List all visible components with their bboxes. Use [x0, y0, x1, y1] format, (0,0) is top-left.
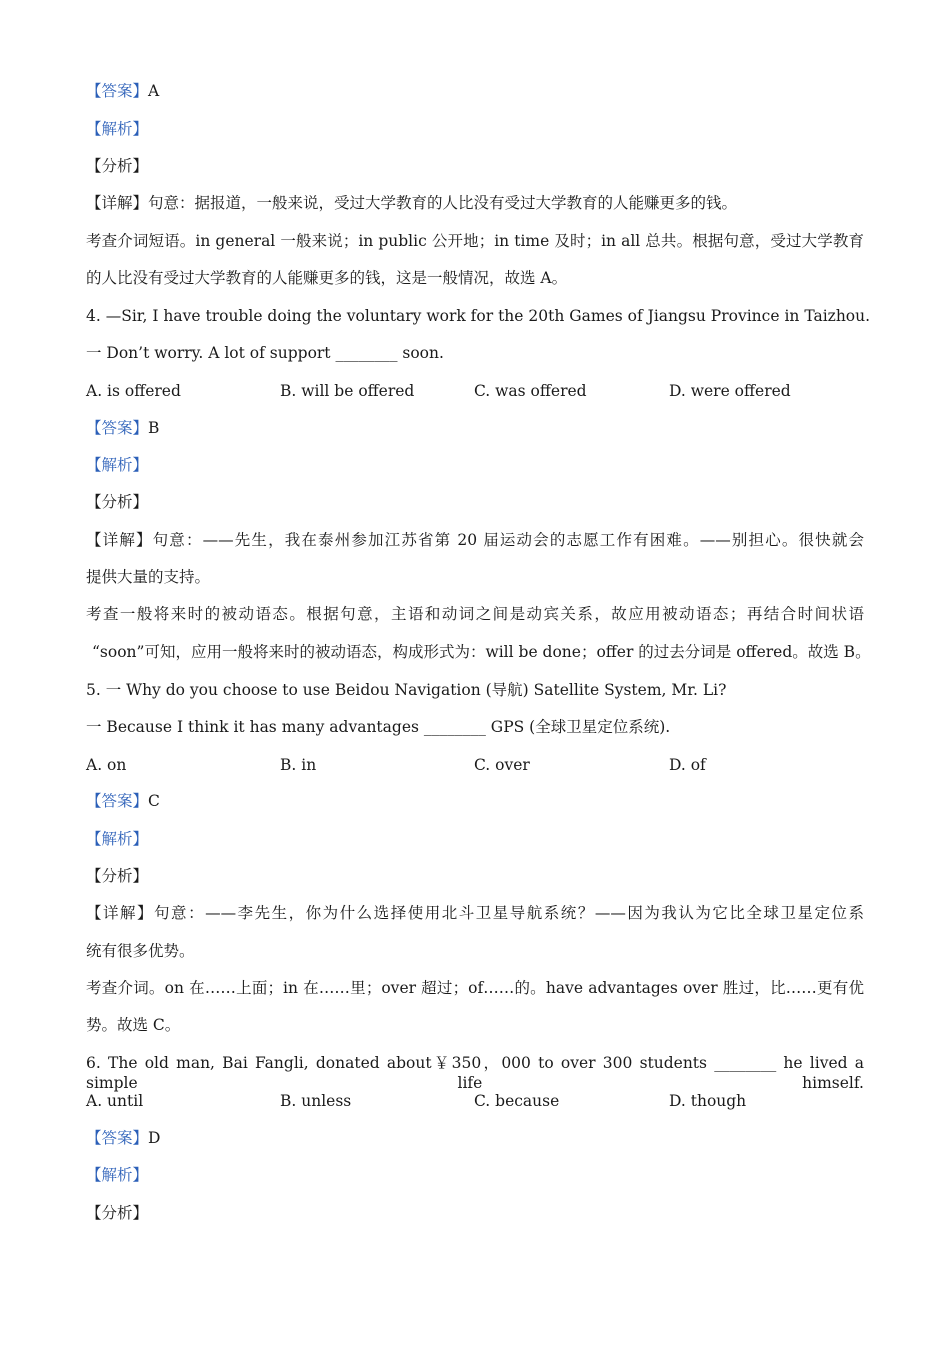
analysis-tag: 【解析】 [86, 830, 149, 848]
option-c: C. was offered [474, 382, 587, 400]
explain-line: 的人比没有受过大学教育的人能赚更多的钱，这是一般情况，故选 A。 [86, 269, 568, 287]
question-4-text: 4. —Sir, I have trouble doing the voluntary work for the 20th Games of Jiangsu Province in Taizhou. [86, 307, 871, 325]
answer-value: C [148, 792, 160, 810]
option-d: D. of [669, 756, 706, 774]
explain-line: “soon”可知，应用一般将来时的被动语态，构成形式为：will be done；offer 的过去分词是 offered。故选 B。 [92, 643, 871, 661]
option-c: C. over [474, 756, 530, 774]
option-b: B. in [280, 756, 317, 774]
fenxi-tag: 【分析】 [86, 157, 149, 175]
option-a: A. on [86, 756, 127, 774]
question-4-reply: 一 Don’t worry. A lot of support ________ soon. [86, 344, 444, 362]
detail-line: 提供大量的支持。 [86, 568, 211, 586]
explain-line: 势。故选 C。 [86, 1016, 181, 1034]
explain-line: 考查介词短语。in general 一般来说；in public 公开地；in time 及时；in all 总共。根据句意，受过大学教育 [86, 232, 864, 250]
answer-line [86, 418, 159, 438]
option-b: B. will be offered [280, 382, 415, 400]
answer-line [86, 81, 159, 101]
answer-line [86, 791, 160, 811]
option-a: A. is offered [86, 382, 181, 400]
option-d: D. were offered [669, 382, 791, 400]
option-b: B. unless [280, 1092, 352, 1110]
question-6-text: 6. The old man, Bai Fangli, donated about￥350，000 to over 300 students ________ he lived a simple life himself. [86, 1054, 864, 1092]
answer-tag: 【答案】 [86, 419, 149, 437]
question-5-text: 5. 一 Why do you choose to use Beidou Navigation (导航) Satellite System, Mr. Li? [86, 681, 727, 699]
option-d: D. though [669, 1092, 747, 1110]
fenxi-tag: 【分析】 [86, 493, 149, 511]
detail-line: 【详解】句意：——先生，我在泰州参加江苏省第 20 届运动会的志愿工作有困难。——别担心。很快就会 [86, 531, 864, 549]
detail-line: 【详解】句意：据报道，一般来说，受过大学教育的人比没有受过大学教育的人能赚更多的钱。 [86, 194, 738, 212]
fenxi-tag: 【分析】 [86, 1204, 149, 1222]
answer-tag: 【答案】 [86, 792, 149, 810]
explain-line: 考查一般将来时的被动语态。根据句意，主语和动词之间是动宾关系，故应用被动语态；再结合时间状语 [86, 605, 864, 623]
question-5-reply: 一 Because I think it has many advantages ________ GPS (全球卫星定位系统). [86, 718, 671, 736]
detail-line: 统有很多优势。 [86, 942, 195, 960]
answer-line [86, 1128, 160, 1148]
option-c: C. because [474, 1092, 560, 1110]
answer-value: D [148, 1129, 161, 1147]
analysis-tag: 【解析】 [86, 120, 149, 138]
answer-tag: 【答案】 [86, 1129, 149, 1147]
fenxi-tag: 【分析】 [86, 867, 149, 885]
explain-line: 考查介词。on 在……上面；in 在……里；over 超过；of……的。have advantages over 胜过，比……更有优 [86, 979, 864, 997]
option-a: A. until [86, 1092, 144, 1110]
answer-tag: 【答案】 [86, 82, 149, 100]
answer-value: B [148, 419, 160, 437]
analysis-tag: 【解析】 [86, 456, 149, 474]
detail-line: 【详解】句意：——李先生，你为什么选择使用北斗卫星导航系统？——因为我认为它比全球卫星定位系 [86, 904, 864, 922]
analysis-tag: 【解析】 [86, 1166, 149, 1184]
answer-value: A [148, 82, 160, 100]
